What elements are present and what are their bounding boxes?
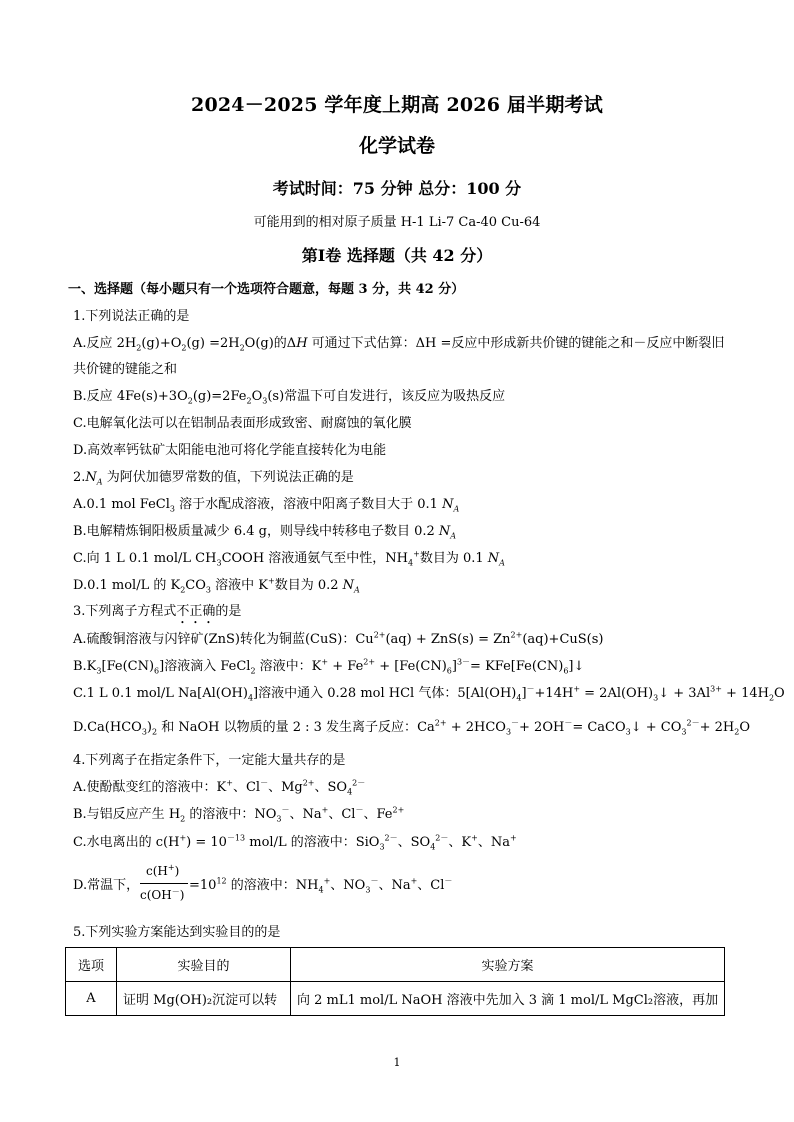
q1-option-c: C.电解氧化法可以在铝制品表面形成致密、耐腐蚀的氧化膜 <box>73 416 412 431</box>
part-title: 第Ⅰ卷 选择题（共 42 分） <box>301 246 493 265</box>
q1-stem: 1.下列说法正确的是 <box>73 309 190 324</box>
q1-option-b: B.反应 $4Fe(s)+3O_2(g)=2Fe_2O_3(s)$常温下可自发进行，该反应为吸热反应 <box>73 389 506 406</box>
q2-stem: $2.N_A$ 为阿伏加德罗常数的值，下列说法正确的是 <box>73 470 354 487</box>
table-cell: A <box>66 982 117 1016</box>
exam-title: 2024－2025 学年度上期高 2026 届半期考试 <box>191 94 603 116</box>
subject-title: 化学试卷 <box>358 135 435 157</box>
q3-stem: 3.下列离子方程式不正确的是 <box>73 604 242 619</box>
q3-option-a: A.硫酸铜溶液与闪锌矿(ZnS)转化为铜蓝(CuS)：$Cu^{2+}(aq) + ZnS(s) = Zn^{2+}(aq)+CuS(s)$ <box>73 630 604 647</box>
atomic-masses: 可能用到的相对原子质量 H-1 Li-7 Ca-40 Cu-64 <box>253 215 541 230</box>
exam-info: 考试时间：75 分钟 总分：100 分 <box>272 179 522 198</box>
q2-option-a: A.0.1 mol FeCl$_3$ 溶于水配成溶液，溶液中阳离子数目大于 0.1 $N_A$ <box>73 497 460 514</box>
q4-option-d: $=10^{12}$ 的溶液中：$NH_4^+$、$NO_3^-$、Na+、Cl－ <box>189 876 453 895</box>
table-header-cell: 实验方案 <box>291 948 725 982</box>
q5-table <box>65 947 725 1016</box>
q4-option-c: C.水电离出的 $c(H^+) = 10^{-13}$ mol/L 的溶液中：SiO$_3^{2-}$、$SO_4^{2-}$、K+、Na+ <box>73 833 517 852</box>
q1-option-d: D.高效率钙钛矿太阳能电池可将化学能直接转化为电能 <box>73 443 387 458</box>
q2-option-b: B.电解精炼铜阳极质量减少 6.4 g，则导线中转移电子数目 0.2 $N_A$ <box>73 524 457 541</box>
q2-option-c: C.向 1 L 0.1 mol/L $CH_3COOH$ 溶液通氨气至中性，$NH_4^+$数目为 0.1 $N_A$ <box>73 549 505 568</box>
exam-page: 2024－2025 学年度上期高 2026 届半期考试 化学试卷 考试时间：75 分钟 总分：100 分 可能用到的相对原子质量 H-1 Li-7 Ca-40 Cu-64 第Ⅰ卷 选择题（共 42 分） 一、选择题（每小题只有一个选项符合题意，每题 3 分，共 42 分） 1.下列说法正确的是 A.反应 $2H_2(g)+O_2(g) =2H_2O(g)$的ΔH 可通过下式估算：ΔH =反应中形成新共价键的键能之和－反应中断裂旧 共价键的键能之和 B.反应 $4Fe(s)+3O_2(g)=2Fe_2O_3(s)$常温下可自发进行，该反应为吸热反应 C.电解氧化法可以在铝制品表面形成致密、耐腐蚀的氧化膜 D.高效率钙钛矿太阳能电池可将化学能直接转化为电能 $2.N_A$ 为阿伏加德罗常数的值，下列说法正确的是 A.0.1 mol FeCl$_3$ 溶于水配成溶液，溶液中阳离子数目大于 0.1 $N_A$ B.电解精炼铜阳极质量减少 6.4 g，则导线中转移电子数目 0.2 $N_A$ C.向 1 L 0.1 mol/L $CH_3COOH$ 溶液通氨气至中性，$NH_4^+$数目为 0.1 $N_A$ D.0.1 mol/L 的 $K_2CO_3$ 溶液中 K+数目为 0.2 $N_A$ 3.下列离子方程式不正确的是 A.硫酸铜溶液与闪锌矿(ZnS)转化为铜蓝(CuS)：$Cu^{2+}(aq) + ZnS(s) = Zn^{2+}(aq)+CuS(s)$ $B.K_3[Fe(CN)_6]$溶液滴入 FeCl$_2$ 溶液中：$K^+ + Fe^{2+} + [Fe(CN)_6]^{3-}=$ $KFe[Fe(CN)_6]↓$ C.1 L 0.1 mol/L $Na[Al(OH)_4]$溶液中通入 0.28 mol HCl 气体：$5[Al(OH)_4]^-+14H^+$ = $2Al(OH)_3↓ + 3Al^{3+} + 14H_2O$ $D.Ca(HCO_3)_2$ 和 NaOH 以物质的量 2 : 3 发生离子反应：$Ca^{2+} + 2HCO_3^-+ 2OH^-=$ CaCO$_3$↓ + $CO_3^{2-}+ 2H_2O$ 4.下列离子在指定条件下，一定能大量共存的是 A.使酚酞变红的溶液中：K+、Cl－、$Mg^{2+}$、$SO_4^{2-}$ B.与铝反应产生 $H_2$ 的溶液中：$NO_3^-$、Na+、Cl－、$Fe^{2+}$ C.水电离出的 $c(H^+) = 10^{-13}$ mol/L 的溶液中：SiO$_3^{2-}$、$SO_4^{2-}$、K+、Na+ D.常温下， c(H+) c(OH－) $=10^{12}$ 的溶液中：$NH_4^+$、$NO_3^-$、Na+、Cl－ 5.下列实验方案能达到实验目的的是 选项 实验目的 实验方案 A 证明 Mg(OH)₂沉淀可以转 向 2 mL1 mol/L NaOH 溶液中先加入 3 滴 1 mol/L MgCl₂溶液，再加 1 <box>0 0 794 1122</box>
q4-option-b: B.与铝反应产生 $H_2$ 的溶液中：$NO_3^-$、Na+、Cl－、$Fe^{2+}$ <box>73 805 405 824</box>
q3-option-b: $B.K_3[Fe(CN)_6]$溶液滴入 FeCl$_2$ 溶液中：$K^+ + Fe^{2+} + [Fe(CN)_6]^{3-}=$ $KFe[Fe(CN)_6]↓$ <box>73 657 585 676</box>
table-cell: 向 2 mL1 mol/L NaOH 溶液中先加入 3 滴 1 mol/L MgCl₂溶液，再加 <box>291 982 725 1016</box>
table-header-row <box>66 948 725 982</box>
q2-option-d: D.0.1 mol/L 的 $K_2CO_3$ 溶液中 K+数目为 0.2 $N_A$ <box>73 576 360 595</box>
table-header-cell: 实验目的 <box>117 948 291 982</box>
q4-stem: 4.下列离子在指定条件下，一定能大量共存的是 <box>73 753 346 768</box>
section-heading: 一、选择题（每小题只有一个选项符合题意，每题 3 分，共 42 分） <box>68 282 465 297</box>
q5-stem: 5.下列实验方案能达到实验目的的是 <box>73 925 281 940</box>
q3-option-d: $D.Ca(HCO_3)_2$ 和 NaOH 以物质的量 2 : 3 发生离子反应：$Ca^{2+} + 2HCO_3^-+ 2OH^-=$ CaCO$_3$↓ + $CO_3^{2-}+ 2H_2O$ <box>73 718 750 737</box>
q1-option-a: A.反应 $2H_2(g)+O_2(g) =2H_2O(g)$的ΔH 可通过下式估算：ΔH =反应中形成新共价键的键能之和－反应中断裂旧 <box>73 336 725 353</box>
table-header-cell: 选项 <box>66 948 117 982</box>
table-cell: 证明 Mg(OH)₂沉淀可以转 <box>117 982 291 1016</box>
q4-option-a: A.使酚酞变红的溶液中：K+、Cl－、$Mg^{2+}$、$SO_4^{2-}$ <box>73 778 366 797</box>
page-number: 1 <box>393 1056 401 1069</box>
q3-option-c: C.1 L 0.1 mol/L $Na[Al(OH)_4]$溶液中通入 0.28 mol HCl 气体：$5[Al(OH)_4]^-+14H^+$ = $2Al(OH)_3↓ + 3Al^{3+} + 14H_2O$ <box>73 684 785 703</box>
table-row <box>66 982 725 1016</box>
q1-option-a-cont: 共价键的键能之和 <box>73 362 178 377</box>
q4-option-d-prefix: D.常温下， <box>73 878 140 893</box>
